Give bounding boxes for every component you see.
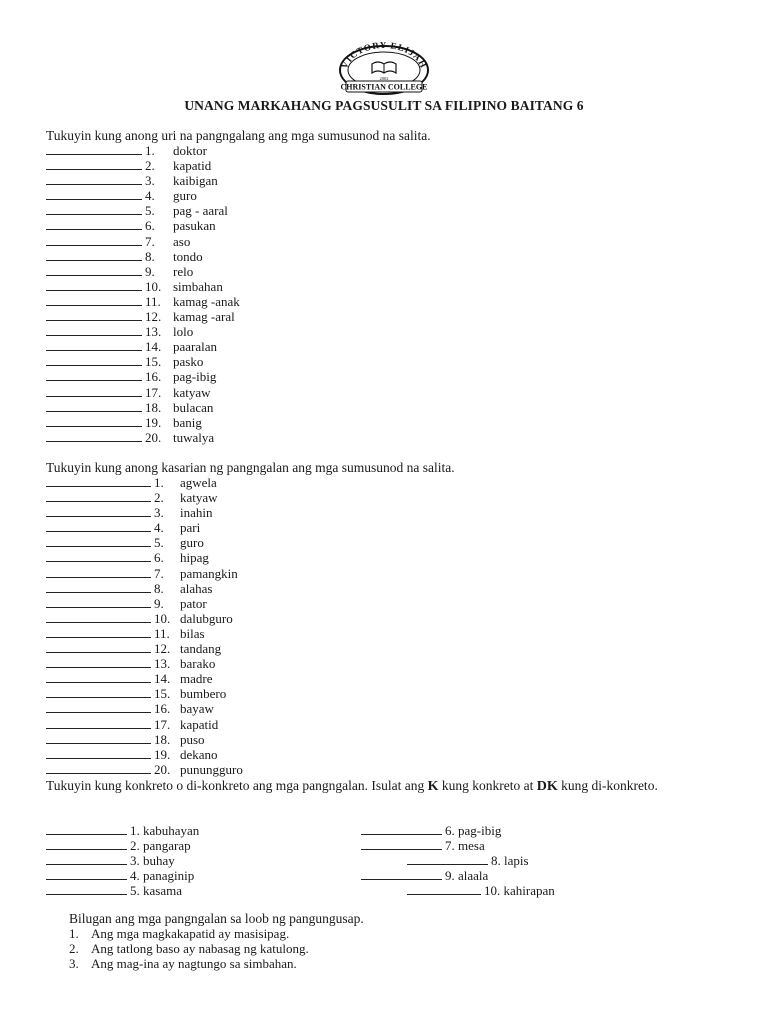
item-word: simbahan (173, 278, 223, 294)
item-number: 7. (145, 233, 155, 249)
section2-item (46, 671, 243, 686)
item-number: 9. (154, 595, 164, 611)
answer-blank[interactable] (46, 717, 151, 729)
item-number: 14. (154, 671, 171, 687)
answer-blank[interactable] (407, 883, 481, 895)
section2-item (46, 656, 243, 671)
section3-item (46, 868, 194, 883)
item-number: 9. (145, 263, 155, 279)
item-number: 5. (154, 535, 164, 551)
answer-blank[interactable] (46, 309, 142, 321)
section2-item (46, 732, 243, 747)
section2-item (46, 717, 243, 732)
section1-item (46, 400, 240, 415)
answer-blank[interactable] (46, 369, 142, 381)
item-word: katyaw (173, 384, 211, 400)
answer-blank[interactable] (46, 490, 151, 502)
item-word: hipag (180, 550, 209, 566)
section2-item (46, 641, 243, 656)
item-number: 4. (145, 188, 155, 204)
item-word: aso (173, 233, 191, 249)
answer-blank[interactable] (46, 188, 142, 200)
item-label: 7. mesa (445, 838, 485, 853)
answer-blank[interactable] (46, 249, 142, 261)
item-number: 3. (154, 505, 164, 521)
item-number: 18. (154, 731, 171, 747)
item-word: kaibigan (173, 173, 218, 189)
item-number: 1. (154, 475, 164, 490)
section1-instruction: Tukuyin kung anong uri na pangngalang ang mga sumusunod na salita. (46, 128, 431, 143)
answer-blank[interactable] (46, 732, 151, 744)
section3-item (46, 823, 199, 838)
item-word: punungguro (180, 761, 243, 777)
item-word: bilas (180, 625, 205, 641)
section2-item (46, 535, 243, 550)
section1-item (46, 294, 240, 309)
section2-item (46, 701, 243, 716)
section1-item (46, 415, 240, 430)
answer-blank[interactable] (46, 339, 142, 351)
item-word: pag-ibig (173, 369, 217, 385)
section1-item (46, 264, 240, 279)
section2-item (46, 596, 243, 611)
answer-blank[interactable] (407, 853, 488, 865)
answer-blank[interactable] (46, 294, 142, 306)
logo-top-text: VICTORY ELIJAH (339, 40, 429, 71)
item-number: 19. (154, 746, 171, 762)
item-word: bulacan (173, 399, 214, 415)
item-word: agwela (180, 475, 217, 490)
section3-item (407, 883, 555, 898)
item-word: paaralan (173, 339, 218, 355)
section3-instruction-post: kung di-konkreto. (557, 778, 658, 793)
section1-item (46, 249, 240, 264)
answer-blank[interactable] (46, 400, 142, 412)
item-number: 17. (154, 716, 171, 732)
item-label: 6. pag-ibig (445, 823, 502, 838)
item-number: 13. (145, 324, 162, 340)
section1-item (46, 354, 240, 369)
page-title: UNANG MARKAHANG PAGSUSULIT SA FILIPINO BAITANG 6 (184, 98, 584, 113)
section2-item (46, 550, 243, 565)
item-number: 12. (154, 641, 171, 657)
section2-item (46, 475, 243, 490)
answer-blank[interactable] (46, 143, 142, 155)
section3-k-label: K (427, 779, 439, 794)
item-number: 10. (154, 610, 171, 626)
item-word: lolo (173, 324, 194, 340)
answer-blank[interactable] (46, 611, 151, 623)
answer-blank[interactable] (46, 173, 142, 185)
section2-item (46, 505, 243, 520)
item-label: 10. kahirapan (484, 883, 555, 898)
answer-blank[interactable] (46, 218, 142, 230)
section2-item (46, 520, 243, 535)
item-word: guro (173, 188, 197, 204)
section1-item (46, 158, 240, 173)
section4-item (69, 926, 289, 941)
item-word: kapatid (180, 716, 219, 732)
section1-item (46, 430, 240, 445)
item-number: 17. (145, 384, 162, 400)
section2-item (46, 686, 243, 701)
item-number: 11. (145, 293, 161, 309)
item-number: 1. (145, 143, 155, 158)
section2-item (46, 762, 243, 777)
section2-item (46, 490, 243, 505)
item-label: 9. alaala (445, 868, 489, 883)
section4-instruction: Bilugan ang mga pangngalan sa loob ng pangungusap. (69, 911, 364, 926)
answer-blank[interactable] (46, 158, 142, 170)
section2-item (46, 611, 243, 626)
section1-item (46, 188, 240, 203)
answer-blank[interactable] (46, 324, 142, 336)
item-number: 8. (145, 248, 155, 264)
item-word: kapatid (173, 158, 212, 174)
item-number: 2. (154, 490, 164, 506)
item-number: 19. (145, 414, 162, 430)
section1-item (46, 218, 240, 233)
answer-blank[interactable] (46, 581, 151, 593)
item-label: 8. lapis (491, 853, 529, 868)
answer-blank[interactable] (46, 671, 151, 683)
item-word: dekano (180, 746, 218, 762)
item-number: 1. (69, 926, 79, 941)
item-number: 14. (145, 339, 162, 355)
item-word: pamangkin (180, 565, 238, 581)
item-word: katyaw (180, 490, 218, 506)
item-label: 4. panaginip (130, 868, 195, 883)
answer-blank[interactable] (46, 550, 151, 562)
section2-item (46, 566, 243, 581)
answer-blank[interactable] (46, 868, 127, 880)
item-label: 3. buhay (130, 853, 175, 868)
section1-item (46, 173, 240, 188)
section1-item (46, 203, 240, 218)
logo-bottom-text: CHRISTIAN COLLEGE (340, 82, 428, 92)
item-number: 11. (154, 625, 170, 641)
section3-item (46, 838, 191, 853)
item-word: pag - aaral (173, 203, 228, 219)
answer-blank[interactable] (46, 264, 142, 276)
item-word: banig (173, 414, 202, 430)
section3-item (361, 868, 488, 883)
section3-instruction-pre: Tukuyin kung konkreto o di-konkreto ang mga pangngalan. Isulat ang (46, 778, 428, 793)
section2-item (46, 581, 243, 596)
section3-item (46, 853, 175, 868)
item-word: tondo (173, 248, 203, 264)
answer-blank[interactable] (46, 853, 127, 865)
item-word: kamag -anak (173, 293, 240, 309)
answer-blank[interactable] (46, 838, 127, 850)
section1-list (46, 143, 240, 445)
item-word: pasukan (173, 218, 216, 234)
item-number: 2. (145, 158, 155, 174)
item-number: 15. (154, 686, 171, 702)
section1-item (46, 234, 240, 249)
section2-item (46, 747, 243, 762)
answer-blank[interactable] (46, 823, 127, 835)
answer-blank[interactable] (361, 823, 442, 835)
section2-list (46, 475, 243, 777)
section1-item (46, 309, 240, 324)
answer-blank[interactable] (46, 279, 142, 291)
item-number: 13. (154, 656, 171, 672)
item-word: madre (180, 671, 213, 687)
item-word: pasko (173, 354, 204, 370)
section1-item (46, 385, 240, 400)
item-word: tandang (180, 641, 222, 657)
item-word: guro (180, 535, 204, 551)
item-label: 5. kasama (130, 883, 182, 898)
answer-blank[interactable] (46, 234, 142, 246)
item-sentence: Ang mag-ina ay nagtungo sa simbahan. (91, 956, 297, 971)
item-number: 3. (69, 956, 79, 971)
section3-instruction (46, 778, 686, 795)
answer-blank[interactable] (46, 203, 142, 215)
section1-item (46, 324, 240, 339)
section3-item (361, 838, 485, 853)
item-number: 20. (145, 429, 162, 445)
item-number: 5. (145, 203, 155, 219)
item-word: pator (180, 595, 207, 611)
section3-dk-label: DK (536, 779, 558, 794)
section4-item (69, 956, 297, 971)
answer-blank[interactable] (46, 626, 151, 638)
item-number: 12. (145, 309, 162, 325)
school-logo (332, 40, 436, 96)
item-number: 15. (145, 354, 162, 370)
answer-blank[interactable] (46, 430, 142, 442)
answer-blank[interactable] (46, 883, 127, 895)
item-number: 18. (145, 399, 162, 415)
answer-blank[interactable] (46, 686, 151, 698)
answer-blank[interactable] (46, 535, 151, 547)
section1-item (46, 339, 240, 354)
item-number: 6. (154, 550, 164, 566)
item-word: alahas (180, 580, 213, 596)
item-word: barako (180, 656, 216, 672)
section3-item (361, 823, 501, 838)
item-label: 2. pangarap (130, 838, 191, 853)
item-word: relo (173, 263, 194, 279)
item-number: 16. (154, 701, 171, 717)
answer-blank[interactable] (46, 566, 151, 578)
answer-blank[interactable] (46, 762, 151, 774)
answer-blank[interactable] (46, 701, 151, 713)
answer-blank[interactable] (46, 747, 151, 759)
section1-item (46, 279, 240, 294)
item-number: 8. (154, 580, 164, 596)
answer-blank[interactable] (46, 596, 151, 608)
section4-item (69, 941, 309, 956)
item-sentence: Ang tatlong baso ay nabasag ng katulong. (91, 941, 309, 956)
answer-blank[interactable] (46, 385, 142, 397)
answer-blank[interactable] (46, 415, 142, 427)
section2-instruction: Tukuyin kung anong kasarian ng pangngalan ang mga sumusunod na salita. (46, 460, 455, 475)
item-word: doktor (173, 143, 207, 158)
section3-item (46, 883, 182, 898)
item-word: tuwalya (173, 429, 215, 445)
item-label: 1. kabuhayan (130, 823, 200, 838)
item-number: 10. (145, 278, 162, 294)
item-number: 6. (145, 218, 155, 234)
item-number: 2. (69, 941, 79, 956)
item-word: pari (180, 520, 201, 536)
answer-blank[interactable] (46, 505, 151, 517)
answer-blank[interactable] (46, 475, 151, 487)
section3-instruction-mid: kung konkreto at (438, 778, 537, 793)
answer-blank[interactable] (46, 520, 151, 532)
item-number: 3. (145, 173, 155, 189)
item-number: 4. (154, 520, 164, 536)
item-word: kamag -aral (173, 309, 235, 325)
section1-item (46, 369, 240, 384)
item-word: bayaw (180, 701, 214, 717)
section2-item (46, 626, 243, 641)
item-word: puso (180, 731, 205, 747)
answer-blank[interactable] (361, 838, 442, 850)
section3-item (407, 853, 529, 868)
item-word: bumbero (180, 686, 227, 702)
answer-blank[interactable] (361, 868, 442, 880)
item-word: inahin (180, 505, 213, 521)
answer-blank[interactable] (46, 656, 151, 668)
logo-year: 2002 (379, 76, 389, 81)
answer-blank[interactable] (46, 354, 142, 366)
item-word: dalubguro (180, 610, 233, 626)
item-number: 16. (145, 369, 162, 385)
section1-item (46, 143, 240, 158)
item-number: 7. (154, 565, 164, 581)
item-sentence: Ang mga magkakapatid ay masisipag. (91, 926, 290, 941)
item-number: 20. (154, 761, 171, 777)
answer-blank[interactable] (46, 641, 151, 653)
